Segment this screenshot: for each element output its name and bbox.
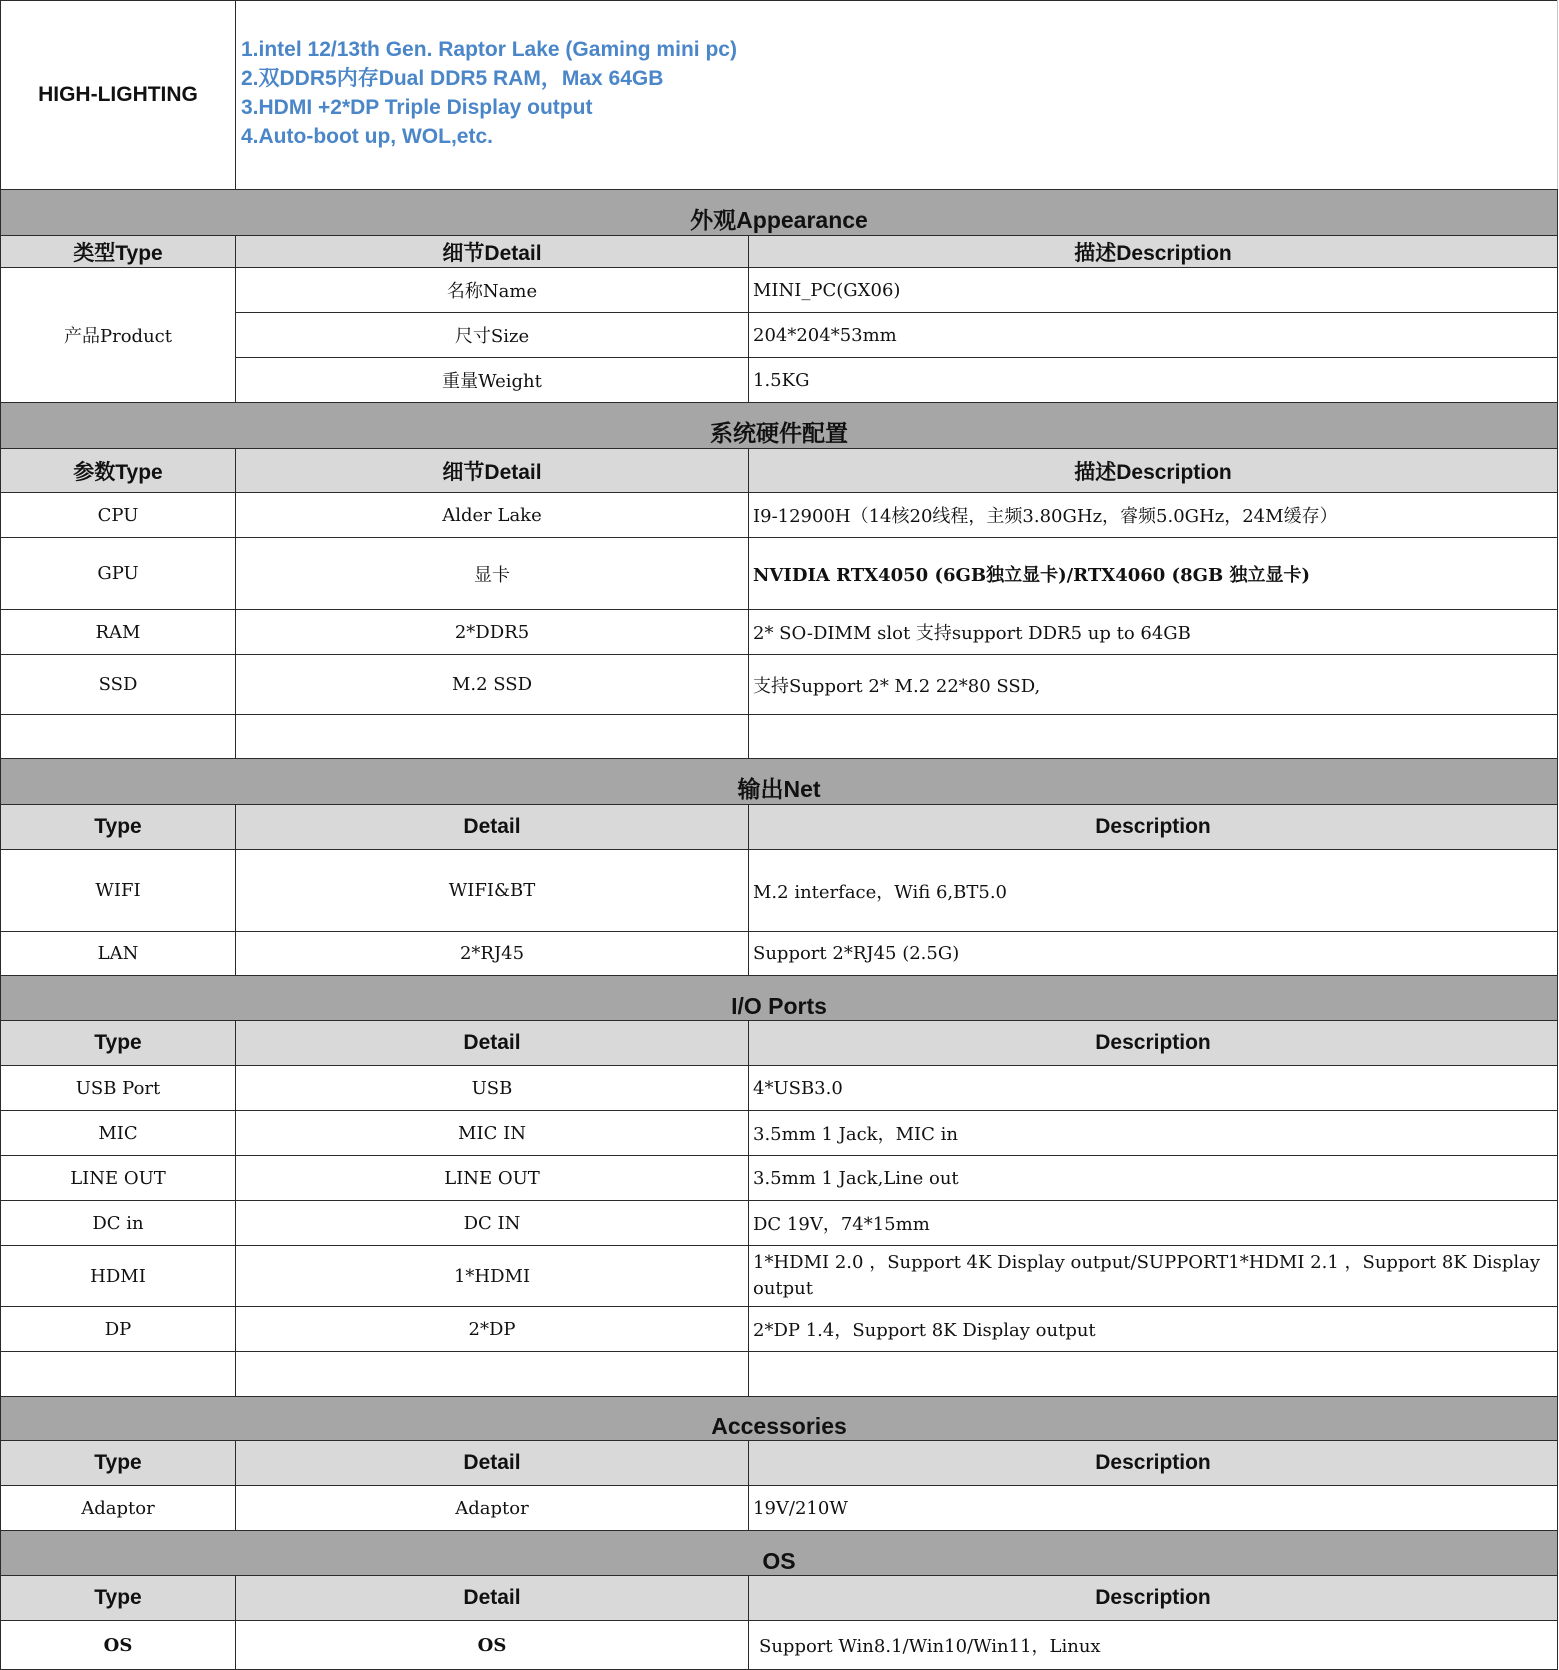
section-net — [1, 759, 1558, 805]
table-row — [1, 1486, 1558, 1531]
type-cell: HDMI — [1, 1246, 236, 1307]
column-header-description: Description — [749, 805, 1558, 850]
type-cell: DC in — [1, 1201, 236, 1246]
column-header-description: 描述Description — [749, 236, 1558, 268]
detail-cell: 重量Weight — [236, 358, 749, 403]
description-cell: 3.5mm 1 Jack,Line out — [749, 1156, 1558, 1201]
detail-cell: MIC IN — [236, 1111, 749, 1156]
type-cell: MIC — [1, 1111, 236, 1156]
detail-cell: 名称Name — [236, 268, 749, 313]
section-os — [1, 1531, 1558, 1576]
highlight-line: 2.双DDR5内存Dual DDR5 RAM，Max 64GB — [241, 67, 664, 90]
section-hardware — [1, 403, 1558, 449]
description-cell: MINI_PC(GX06) — [749, 268, 1558, 313]
highlight-line: 4.Auto-boot up, WOL,etc. — [241, 125, 493, 148]
detail-cell: Alder Lake — [236, 493, 749, 538]
type-cell: CPU — [1, 493, 236, 538]
column-header-type: Type — [1, 1021, 236, 1066]
description-cell: Support Win8.1/Win10/Win11，Linux — [749, 1621, 1558, 1670]
column-header-row — [1, 1021, 1558, 1066]
column-header-type: 参数Type — [1, 449, 236, 493]
detail-cell: 尺寸Size — [236, 313, 749, 358]
type-cell: Adaptor — [1, 1486, 236, 1531]
type-cell: DP — [1, 1307, 236, 1352]
column-header-row — [1, 805, 1558, 850]
detail-cell: 2*DDR5 — [236, 610, 749, 655]
section-title: OS — [1, 1531, 1558, 1576]
description-cell: 19V/210W — [749, 1486, 1558, 1531]
detail-cell: LINE OUT — [236, 1156, 749, 1201]
section-title: 系统硬件配置 — [1, 403, 1558, 449]
type-cell: OS — [1, 1621, 236, 1670]
empty-cell — [236, 715, 749, 759]
table-row — [1, 1307, 1558, 1352]
description-cell: 204*204*53mm — [749, 313, 1558, 358]
column-header-detail: Detail — [236, 1576, 749, 1621]
column-header-type: Type — [1, 1441, 236, 1486]
empty-row — [1, 715, 1558, 759]
detail-cell: 2*RJ45 — [236, 932, 749, 976]
highlighting-list — [236, 1, 1558, 190]
table-row — [1, 655, 1558, 715]
detail-cell: Adaptor — [236, 1486, 749, 1531]
column-header-type: Type — [1, 1576, 236, 1621]
column-header-description: Description — [749, 1021, 1558, 1066]
column-header-detail: Detail — [236, 1441, 749, 1486]
table-row — [1, 1066, 1558, 1111]
column-header-description: Description — [749, 1576, 1558, 1621]
description-cell: 2*DP 1.4，Support 8K Display output — [749, 1307, 1558, 1352]
column-header-type: Type — [1, 805, 236, 850]
empty-row — [1, 1352, 1558, 1397]
column-header-row — [1, 1441, 1558, 1486]
column-header-description: Description — [749, 1441, 1558, 1486]
description-cell: Support 2*RJ45 (2.5G) — [749, 932, 1558, 976]
description-cell: DC 19V，74*15mm — [749, 1201, 1558, 1246]
detail-cell: USB — [236, 1066, 749, 1111]
product-group-label: 产品Product — [1, 268, 236, 403]
column-header-detail: 细节Detail — [236, 449, 749, 493]
description-cell: 1*HDMI 2.0 ，Support 4K Display output/SUPPORT1*HDMI 2.1 ，Support 8K Display output — [749, 1246, 1558, 1307]
column-header-description: 描述Description — [749, 449, 1558, 493]
description-cell: NVIDIA RTX4050 (6GB独立显卡)/RTX4060 (8GB 独立显卡) — [749, 538, 1558, 610]
empty-cell — [1, 1352, 236, 1397]
table-row — [1, 538, 1558, 610]
section-accessories — [1, 1397, 1558, 1441]
empty-cell — [749, 1352, 1558, 1397]
empty-cell — [236, 1352, 749, 1397]
detail-cell: 1*HDMI — [236, 1246, 749, 1307]
detail-cell: WIFI&BT — [236, 850, 749, 932]
column-header-row — [1, 236, 1558, 268]
column-header-detail: 细节Detail — [236, 236, 749, 268]
table-row — [1, 932, 1558, 976]
empty-cell — [749, 715, 1558, 759]
section-appearance — [1, 190, 1558, 236]
column-header-row — [1, 449, 1558, 493]
highlighting-row — [1, 1, 1558, 190]
type-cell: RAM — [1, 610, 236, 655]
empty-cell — [1, 715, 236, 759]
table-row — [1, 1111, 1558, 1156]
detail-cell: M.2 SSD — [236, 655, 749, 715]
detail-cell: DC IN — [236, 1201, 749, 1246]
highlight-line: 1.intel 12/13th Gen. Raptor Lake (Gaming mini pc) — [241, 38, 737, 61]
column-header-row — [1, 1576, 1558, 1621]
table-row — [1, 610, 1558, 655]
detail-cell: 2*DP — [236, 1307, 749, 1352]
detail-cell: OS — [236, 1621, 749, 1670]
table-row — [1, 1621, 1558, 1670]
type-cell: SSD — [1, 655, 236, 715]
highlighting-label: HIGH-LIGHTING — [1, 1, 236, 190]
section-title: 输出Net — [1, 759, 1558, 805]
section-io-ports — [1, 976, 1558, 1021]
type-cell: WIFI — [1, 850, 236, 932]
table-row — [1, 1156, 1558, 1201]
highlight-line: 3.HDMI +2*DP Triple Display output — [241, 96, 593, 119]
type-cell: LINE OUT — [1, 1156, 236, 1201]
detail-cell: 显卡 — [236, 538, 749, 610]
type-cell: GPU — [1, 538, 236, 610]
description-cell: 支持Support 2* M.2 22*80 SSD, — [749, 655, 1558, 715]
table-row — [1, 268, 1558, 313]
description-cell: 4*USB3.0 — [749, 1066, 1558, 1111]
description-cell: 1.5KG — [749, 358, 1558, 403]
section-title: Accessories — [1, 1397, 1558, 1441]
table-row — [1, 1201, 1558, 1246]
description-cell: 3.5mm 1 Jack，MIC in — [749, 1111, 1558, 1156]
description-cell: 2* SO-DIMM slot 支持support DDR5 up to 64GB — [749, 610, 1558, 655]
section-title: I/O Ports — [1, 976, 1558, 1021]
table-row — [1, 1246, 1558, 1307]
description-cell: M.2 interface，Wifi 6,BT5.0 — [749, 850, 1558, 932]
table-row — [1, 493, 1558, 538]
column-header-type: 类型Type — [1, 236, 236, 268]
column-header-detail: Detail — [236, 805, 749, 850]
table-row — [1, 850, 1558, 932]
description-cell: I9-12900H（14核20线程，主频3.80GHz，睿频5.0GHz，24M缓存） — [749, 493, 1558, 538]
type-cell: LAN — [1, 932, 236, 976]
column-header-detail: Detail — [236, 1021, 749, 1066]
type-cell: USB Port — [1, 1066, 236, 1111]
section-title: 外观Appearance — [1, 190, 1558, 236]
